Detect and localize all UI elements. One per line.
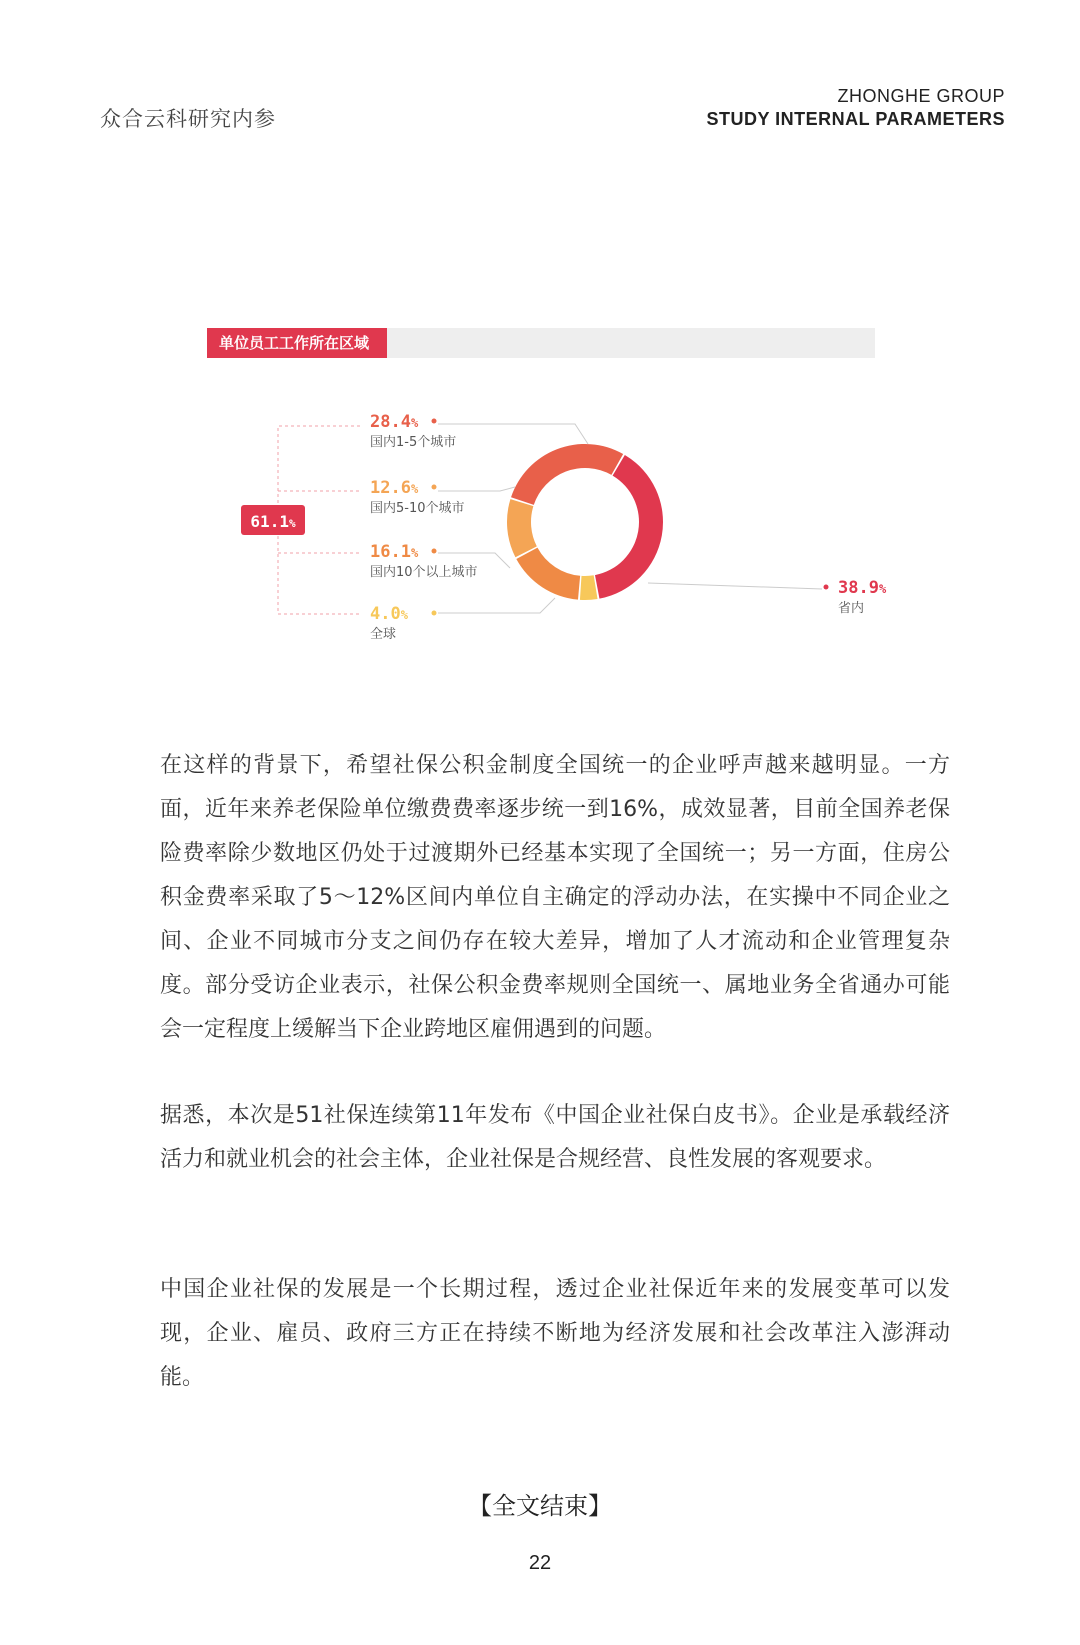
chart-title: 单位员工工作所在区域	[207, 328, 387, 358]
brand-name: ZHONGHE GROUP	[837, 86, 1005, 106]
donut-slice-3	[516, 548, 580, 600]
slice-category-label-4: 国内5-10个城市	[370, 501, 465, 516]
body-paragraph-2: 据悉，本次是51社保连续第11年发布《中国企业社保白皮书》。企业是承载经济活力和就业机会的社会主体，企业社保是合规经营、良性发展的客观要求。	[160, 1103, 950, 1172]
donut-slice-2	[580, 575, 598, 600]
slice-category-label-1: 省内	[838, 601, 865, 616]
data-dot-5	[432, 419, 437, 424]
data-dot-4	[432, 485, 437, 490]
body-paragraph-3: 中国企业社保的发展是一个长期过程，透过企业社保近年来的发展变革可以发现，企业、雇员、政府三方正在持续不断地为经济发展和社会改革注入澎湃动能。	[160, 1277, 950, 1390]
end-of-article-mark: 【全文结束】	[468, 1492, 612, 1520]
data-dot-3	[432, 549, 437, 554]
slice-category-label-3: 国内10个以上城市	[370, 565, 478, 580]
group-total-value: 61.1%	[250, 512, 296, 531]
donut-slice-1	[595, 455, 663, 599]
data-dot-2	[432, 611, 437, 616]
leader-line-5	[438, 424, 588, 444]
donut-slice-5	[511, 444, 623, 505]
donut-slice-4	[507, 499, 537, 557]
leader-line-2	[438, 598, 555, 613]
slice-value-label-5: 28.4%	[370, 412, 419, 432]
leader-line-1	[648, 583, 822, 589]
data-dot-1	[824, 585, 829, 590]
page-number: 22	[528, 1552, 552, 1574]
slice-value-label-2: 4.0%	[370, 604, 408, 624]
slice-category-label-2: 全球	[370, 627, 397, 642]
slice-value-label-1: 38.9%	[838, 578, 887, 598]
publication-title: 众合云科研究内参	[100, 107, 276, 131]
leader-line-4	[438, 487, 515, 491]
slice-category-label-5: 国内1-5个城市	[370, 435, 457, 450]
donut-chart	[0, 0, 1080, 660]
slice-value-label-3: 16.1%	[370, 542, 419, 562]
body-paragraph-1: 在这样的背景下，希望社保公积金制度全国统一的企业呼声越来越明显。一方面，近年来养老保险单位缴费费率逐步统一到16%，成效显著，目前全国养老保险费率除少数地区仍处于过渡期外已经基本实现了全国统一；另一方面，住房公积金费率采取了5～12%区间内单位自主确定的浮动办法，在实操中不同企业之间、企业不同城市分支之间仍存在较大差异，增加了人才流动和企业管理复杂度。部分受访企业表示，社保公积金费率规则全国统一、属地业务全省通办可能会一定程度上缓解当下企业跨地区雇佣遇到的问题。	[160, 753, 950, 1042]
slice-value-label-4: 12.6%	[370, 478, 419, 498]
brand-subtitle: STUDY INTERNAL PARAMETERS	[706, 109, 1005, 129]
